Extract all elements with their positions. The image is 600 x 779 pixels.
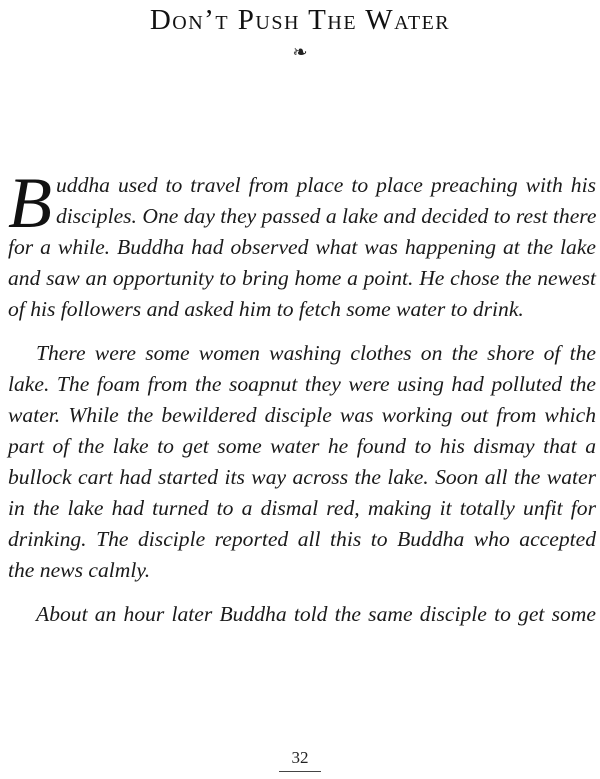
text-line: bullock cart had started its way across the lake. Soon all the water [8, 465, 596, 489]
drop-cap: B [8, 163, 52, 243]
chapter-title: Don’t Push The Water [149, 4, 451, 36]
paragraph-2 [8, 338, 596, 586]
fleuron-ornament-icon: ❧ [292, 42, 308, 63]
text-line: There were some women washing clothes on the shore of the [36, 341, 596, 365]
text-line: of his followers and asked him to fetch some water to drink. [8, 297, 524, 321]
page-number: 32 [291, 748, 309, 767]
text-line: lake. The foam from the soapnut they were using had polluted the [8, 372, 596, 396]
paragraph-3 [8, 599, 596, 630]
text-line: disciples. One day they passed a lake and decided to rest there [55, 204, 597, 228]
text-line: About an hour later Buddha told the same disciple to get some [36, 602, 596, 626]
page-number-rule [279, 771, 321, 772]
text-line: drinking. The disciple reported all this to Buddha who accepted [8, 527, 596, 551]
text-line: in the lake had turned to a dismal red, making it totally unfit for [8, 496, 596, 520]
text-line: for a while. Buddha had observed what was happening at the lake [8, 235, 596, 259]
text-line: and saw an opportunity to bring home a point. He chose the newest [8, 266, 596, 290]
text-line: uddha used to travel from place to place preaching with his [55, 173, 596, 197]
paragraph-1 [8, 163, 597, 325]
chapter-body [8, 163, 597, 630]
text-line: part of the lake to get some water he found to his dismay that a [8, 434, 596, 458]
text-line: water. While the bewildered disciple was working out from which [8, 403, 596, 427]
text-line: the news calmly. [8, 558, 151, 582]
